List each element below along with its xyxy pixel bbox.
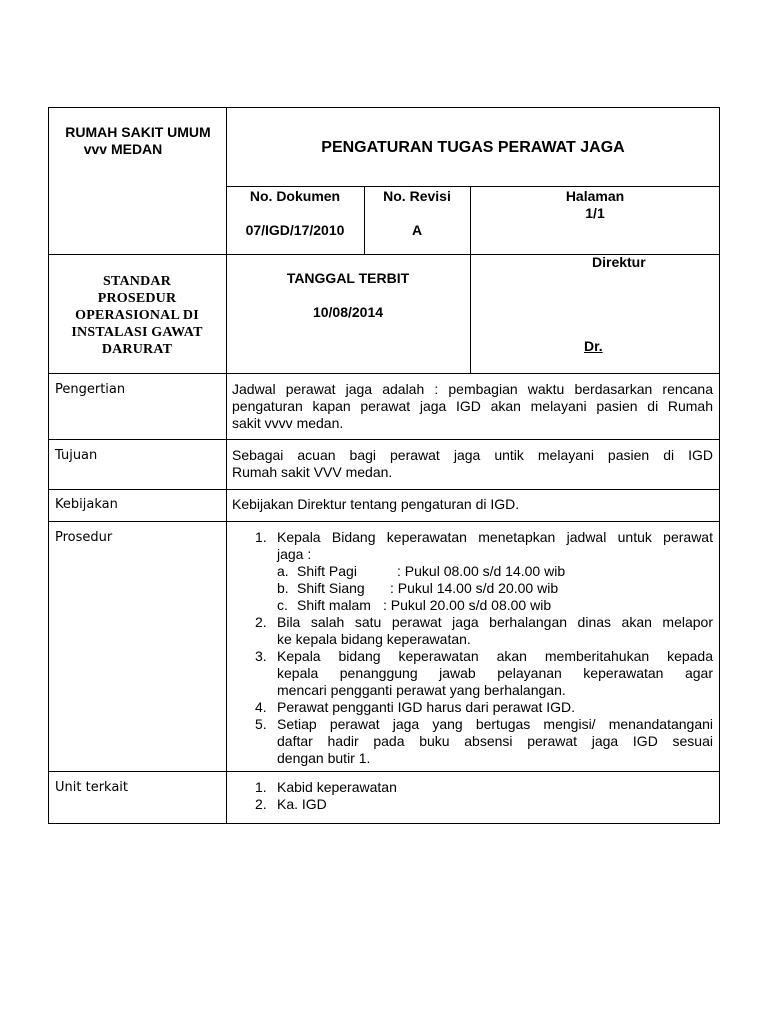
hospital-name-line1: RUMAH SAKIT UMUM <box>65 124 211 140</box>
doc-number-label: No. Dokumen <box>249 188 341 204</box>
issue-date-value: 10/08/2014 <box>312 304 384 320</box>
revision-label: No. Revisi <box>383 188 451 204</box>
divider <box>226 186 720 187</box>
text-line: Setiap perawat jaga yang bertugas mengisi/ menandatangani <box>277 716 713 732</box>
text-line: dengan butir 1. <box>277 750 371 766</box>
unit-item: Ka. IGD <box>277 796 327 812</box>
list-number: 2. <box>255 614 267 630</box>
shift-name: Shift malam <box>297 597 371 613</box>
shift-time: : Pukul 20.00 s/d 08.00 wib <box>383 597 552 613</box>
list-item <box>255 648 713 699</box>
shift-item <box>277 563 713 580</box>
text-line: Jadwal perawat jaga adalah : pembagian waktu berdasarkan rencana <box>232 381 713 397</box>
section-label-tujuan: Tujuan <box>55 448 98 463</box>
text-line: Kepala bidang keperawatan akan memberitahukan kepada <box>277 648 713 664</box>
list-number: 1. <box>255 779 267 795</box>
section-label-pengertian: Pengertian <box>55 382 126 397</box>
list-number: 1. <box>255 529 267 545</box>
shift-letter: a. <box>277 563 289 579</box>
kebijakan-text: Kebijakan Direktur tentang pengaturan di IGD. <box>232 496 520 512</box>
divider <box>48 373 720 374</box>
list-item <box>255 779 397 796</box>
text-line: Perawat pengganti IGD harus dari perawat IGD. <box>277 699 576 715</box>
page-label: Halaman <box>565 188 625 204</box>
section-label-prosedur: Prosedur <box>55 530 113 545</box>
sop-label-line: OPERASIONAL DI <box>75 308 199 323</box>
text-line: Rumah sakit VVV medan. <box>232 464 393 480</box>
list-number: 3. <box>255 648 267 664</box>
page-value: 1/1 <box>585 205 605 221</box>
hospital-name <box>48 124 228 158</box>
shift-item <box>277 597 713 614</box>
text-line: mencari pengganti perawat yang berhalangan. <box>277 682 566 698</box>
text-line: kepala penanggung jawab pelayanan keperawatan agar <box>277 665 713 681</box>
shift-name: Shift Pagi <box>297 563 357 579</box>
shift-letter: c. <box>277 597 288 613</box>
unit-item: Kabid keperawatan <box>277 779 397 795</box>
divider <box>48 521 720 522</box>
sop-label-line: INSTALASI GAWAT <box>71 325 203 340</box>
text-line: ke kepala bidang keperawatan. <box>277 631 471 647</box>
hospital-name-line2: vvv MEDAN <box>83 141 163 157</box>
list-item <box>255 796 397 813</box>
section-label-kebijakan: Kebijakan <box>55 497 118 512</box>
doc-number-value: 07/IGD/17/2010 <box>245 222 345 238</box>
sop-label-line: STANDAR <box>102 274 172 289</box>
list-number: 2. <box>255 796 267 812</box>
text-line: daftar hadir pada buku absensi perawat jaga IGD sesuai <box>277 733 713 749</box>
divider <box>48 439 720 440</box>
unit-list <box>255 779 397 813</box>
procedure-list <box>255 529 713 767</box>
list-item <box>255 614 713 648</box>
list-item <box>255 699 713 716</box>
director-name: Dr. <box>584 338 603 354</box>
shift-item <box>277 580 713 597</box>
list-item <box>255 529 713 614</box>
sop-label-line: DARURAT <box>101 342 173 357</box>
text-line: sakit vvvv medan. <box>232 415 344 431</box>
divider <box>48 771 720 772</box>
sop-label-line: PROSEDUR <box>97 291 177 306</box>
shift-time: : Pukul 14.00 s/d 20.00 wib <box>390 580 559 596</box>
document-title: PENGATURAN TUGAS PERAWAT JAGA <box>321 139 625 156</box>
shift-letter: b. <box>277 580 289 596</box>
director-label: Direktur <box>592 254 646 270</box>
text-line: jaga : <box>277 546 312 562</box>
list-item <box>255 716 713 767</box>
pengertian-text <box>232 381 713 432</box>
section-label-unit-terkait: Unit terkait <box>55 780 129 795</box>
text-line: Bila salah satu perawat jaga berhalangan dinas akan melapor <box>277 614 713 630</box>
shift-time: : Pukul 08.00 s/d 14.00 wib <box>397 563 566 579</box>
text-line: pengaturan kapan perawat jaga IGD akan melayani pasien di Rumah <box>232 398 713 414</box>
tujuan-text <box>232 447 713 481</box>
divider <box>48 489 720 490</box>
text-line: Sebagai acuan bagi perawat jaga untik melayani pasien di IGD <box>232 447 713 463</box>
divider <box>226 107 227 824</box>
revision-value: A <box>411 222 423 238</box>
issue-date-label: TANGGAL TERBIT <box>286 270 410 286</box>
text-line: Kepala Bidang keperawatan menetapkan jadwal untuk perawat <box>277 529 713 545</box>
shift-name: Shift Siang <box>297 580 365 596</box>
list-number: 4. <box>255 699 267 715</box>
sop-label <box>48 273 226 358</box>
list-number: 5. <box>255 716 267 732</box>
